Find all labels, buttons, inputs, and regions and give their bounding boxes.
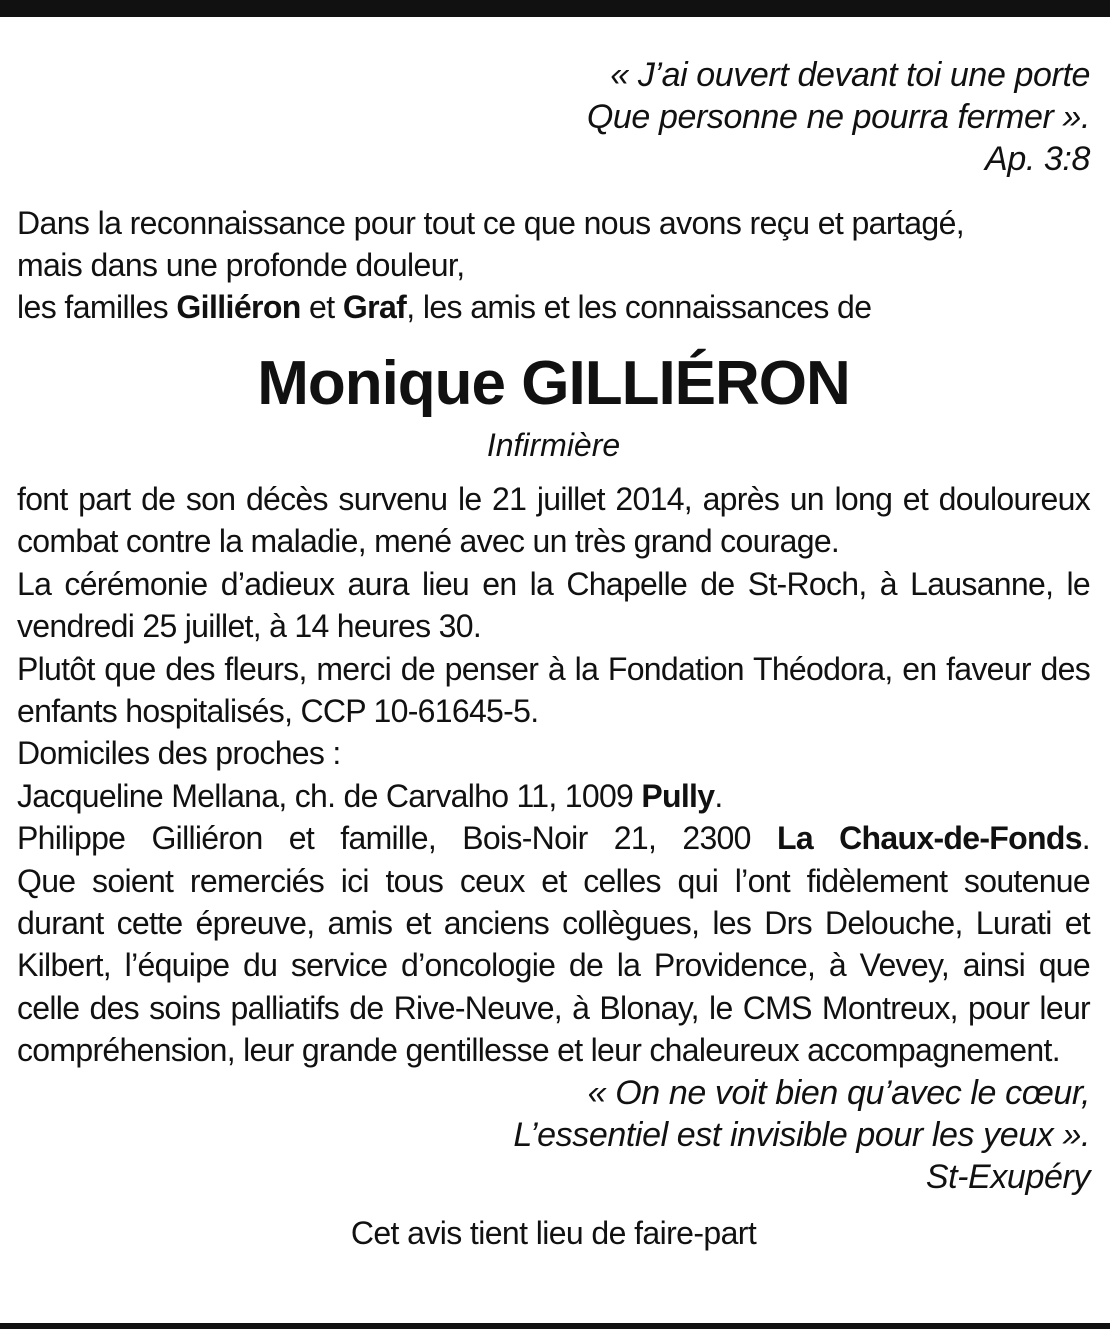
bottom-border-rule xyxy=(0,1323,1110,1329)
obituary-notice xyxy=(17,54,1090,1254)
announcement-body xyxy=(17,478,1090,1072)
intro-line-3 xyxy=(17,286,1090,328)
ceremony-details: La cérémonie d’adieux aura lieu en la Chapelle de St-Roch, à Lausanne, le vendredi 25 juillet, à 14 heures 30. xyxy=(17,565,1090,645)
intro-line-1: Dans la reconnaissance pour tout ce que nous avons reçu et partagé, xyxy=(17,205,965,241)
domicile-2 xyxy=(17,817,1090,859)
domicile-2-city: La Chaux-de-Fonds xyxy=(776,820,1082,857)
footer-notice: Cet avis tient lieu de faire-part xyxy=(350,1214,757,1251)
intro-line-3-end: , les amis et les connaissances de xyxy=(406,289,872,325)
domicile-1-end: . xyxy=(714,777,723,814)
domicile-1-city: Pully xyxy=(641,777,715,814)
family-name-graf: Graf xyxy=(342,289,407,325)
epigraph-line-1: « J’ai ouvert devant toi une porte xyxy=(610,56,1090,94)
deceased-profession: Infirmière xyxy=(486,427,621,463)
domicile-2-address: Philippe Gilliéron et famille, Bois-Noir 21, 2300 xyxy=(17,820,777,857)
closing-quote-line-2: L’essentiel est invisible pour les yeux ». xyxy=(513,1115,1090,1154)
death-announcement: font part de son décès survenu le 21 juillet 2014, après un long et douloureux combat contre la maladie, mené avec un très grand courage. xyxy=(17,481,1090,560)
epigraph-source: Ap. 3:8 xyxy=(985,140,1090,178)
domicile-1 xyxy=(17,775,1090,817)
deceased-name: Monique GILLIÉRON xyxy=(257,349,850,418)
epigraph-quote xyxy=(17,54,1090,180)
closing-quote-line-1: « On ne voit bien qu’avec le cœur, xyxy=(587,1073,1090,1112)
thanks-paragraph: Que soient remerciés ici tous ceux et celles qui l’ont fidèlement soutenue durant cette épreuve, amis et anciens collègues, les Drs Delouche, Lurati et Kilbert, l’équipe du service d’oncologie de la Providence, à Vevey, ainsi que celle des soins palliatifs de Rive-Neuve, à Blonay, le CMS Montreux, pour leur compréhension, leur grande gentillesse et leur chaleureux accompagnement. xyxy=(17,862,1090,1069)
donation-request: Plutôt que des fleurs, merci de penser à la Fondation Théodora, en faveur des enfants hospitalisés, CCP 10-61645-5. xyxy=(17,650,1090,730)
family-name-gillieron: Gilliéron xyxy=(176,289,301,325)
epigraph-line-2: Que personne ne pourra fermer ». xyxy=(586,98,1090,136)
intro-line-3-and: et xyxy=(300,289,343,325)
intro-paragraph xyxy=(17,202,1090,328)
domicile-1-address: Jacqueline Mellana, ch. de Carvalho 11, 1009 xyxy=(17,777,642,814)
domicile-2-end: . xyxy=(1081,820,1090,857)
intro-line-2: mais dans une profonde douleur, xyxy=(17,247,465,283)
domiciles-label: Domiciles des proches : xyxy=(17,735,341,772)
closing-quote xyxy=(17,1072,1090,1198)
top-border-rule xyxy=(0,0,1110,17)
intro-line-3-start: les familles xyxy=(17,289,177,325)
closing-quote-source: St-Exupéry xyxy=(925,1157,1090,1196)
